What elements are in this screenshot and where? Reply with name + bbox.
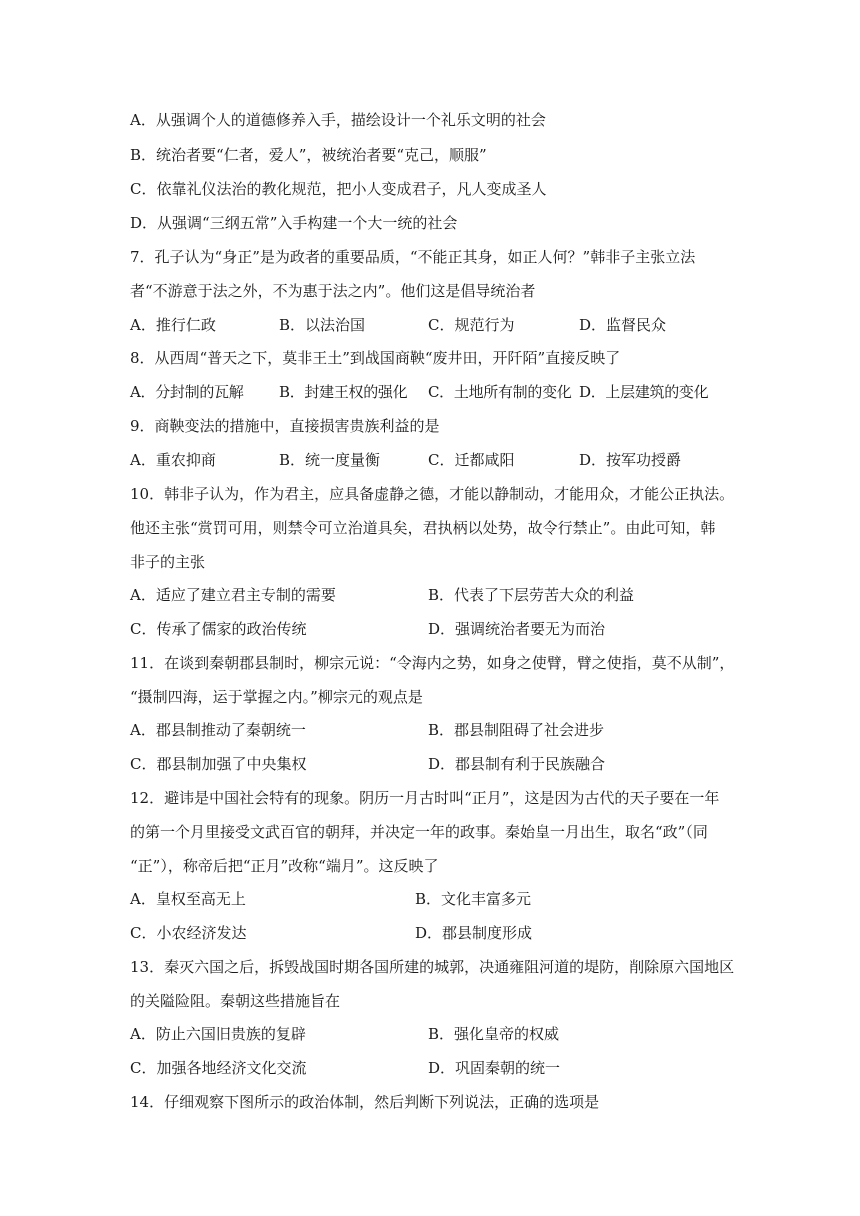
q13-option-d: D．巩固秦朝的统一	[428, 1059, 561, 1077]
q10-option-d: D．强调统治者要无为而治	[428, 620, 606, 638]
q8-option-c: C．土地所有制的变化	[428, 383, 572, 401]
q12-stem-line-3: “正”），称帝后把“正月”改称“端月”。这反映了	[130, 857, 439, 875]
q13-option-c: C．加强各地经济文化交流	[130, 1059, 307, 1077]
q10-stem-line-3: 非子的主张	[130, 553, 206, 571]
q12-stem-line-2: 的第一个月里接受文武百官的朝拜，并决定一年的政事。秦始皇一月出生，取名“政”（同	[130, 823, 708, 841]
q10-options-row-2	[130, 619, 770, 639]
q9-options	[130, 450, 770, 470]
q8-option-b: B．封建王权的强化	[279, 383, 408, 401]
q11-options-row-2	[130, 754, 770, 774]
q7-stem-line-2: 者“不游意于法之外，不为惠于法之内”。他们这是倡导统治者	[130, 282, 536, 300]
q7-option-c: C．规范行为	[428, 316, 515, 334]
q13-stem-line-2: 的关隘险阻。秦朝这些措施旨在	[130, 992, 341, 1010]
q9-option-b: B．统一度量衡	[279, 451, 381, 469]
q6-option-d: D．从强调“三纲五常”入手构建一个大一统的社会	[130, 214, 458, 232]
q12-options-row-1	[130, 889, 770, 909]
q8-option-d: D．上层建筑的变化	[579, 383, 709, 401]
q7-stem-line-1: 7．孔子认为“身正”是为政者的重要品质，“不能正其身，如正人何？”韩非子主张立法	[130, 248, 696, 266]
q10-option-c: C．传承了儒家的政治传统	[130, 620, 307, 638]
q7-option-b: B．以法治国	[279, 316, 366, 334]
q7-option-d: D．监督民众	[579, 316, 667, 334]
q11-stem-line-2: “摄制四海，运于掌握之内。”柳宗元的观点是	[130, 688, 423, 706]
q10-stem-line-1: 10．韩非子认为，作为君主，应具备虚静之德，才能以静制动，才能用众，才能公正执法。	[130, 485, 735, 503]
q12-option-a: A．皇权至高无上	[130, 890, 246, 908]
q12-option-c: C．小农经济发达	[130, 924, 247, 942]
q9-option-a: A．重农抑商	[130, 451, 216, 469]
q13-stem-line-1: 13．秦灭六国之后，拆毁战国时期各国所建的城郭，决通雍阻河道的堤防，削除原六国地区	[130, 958, 735, 976]
q11-option-a: A．郡县制推动了秦朝统一	[130, 721, 306, 739]
q11-option-b: B．郡县制阻碍了社会进步	[428, 721, 605, 739]
q10-options-row-1	[130, 585, 770, 605]
q13-option-b: B．强化皇帝的权威	[428, 1025, 560, 1043]
q8-option-a: A．分封制的瓦解	[130, 383, 244, 401]
q10-option-a: A．适应了建立君主专制的需要	[130, 586, 336, 604]
q6-option-b: B．统治者要“仁者，爱人”，被统治者要“克己，顺服”	[130, 146, 487, 164]
q7-option-a: A．推行仁政	[130, 316, 216, 334]
q8-stem: 8．从西周“普天之下，莫非王土”到战国商鞅“废井田，开阡陌”直接反映了	[130, 349, 621, 367]
q8-options	[130, 382, 770, 402]
q11-stem-line-1: 11．在谈到秦朝郡县制时，柳宗元说：“令海内之势，如身之使臂，臂之使指，莫不从制”，	[130, 654, 735, 672]
q11-options-row-1	[130, 720, 770, 740]
q12-stem-line-1: 12．避讳是中国社会特有的现象。阴历一月古时叫“正月”，这是因为古代的天子要在一年	[130, 789, 720, 807]
q9-stem: 9．商鞅变法的措施中，直接损害贵族利益的是	[130, 417, 440, 435]
q7-options	[130, 315, 770, 335]
q11-option-c: C．郡县制加强了中央集权	[130, 755, 307, 773]
q12-option-d: D．郡县制度形成	[415, 924, 533, 942]
q9-option-c: C．迁都咸阳	[428, 451, 515, 469]
q14-stem: 14．仔细观察下图所示的政治体制，然后判断下列说法，正确的选项是	[130, 1093, 600, 1111]
q10-stem-line-2: 他还主张“赏罚可用，则禁令可立治道具矣，君执柄以处势，故令行禁止”。由此可知，韩	[130, 519, 716, 537]
q13-option-a: A．防止六国旧贵族的复辟	[130, 1025, 306, 1043]
q10-option-b: B．代表了下层劳苦大众的利益	[428, 586, 635, 604]
q9-option-d: D．按军功授爵	[579, 451, 682, 469]
q12-option-b: B．文化丰富多元	[415, 890, 532, 908]
q6-option-c: C．依靠礼仪法治的教化规范，把小人变成君子，凡人变成圣人	[130, 180, 547, 198]
q13-options-row-1	[130, 1024, 770, 1044]
q6-option-a: A．从强调个人的道德修养入手，描绘设计一个礼乐文明的社会	[130, 111, 546, 129]
q12-options-row-2	[130, 923, 770, 943]
q11-option-d: D．郡县制有利于民族融合	[428, 755, 606, 773]
q13-options-row-2	[130, 1058, 770, 1078]
